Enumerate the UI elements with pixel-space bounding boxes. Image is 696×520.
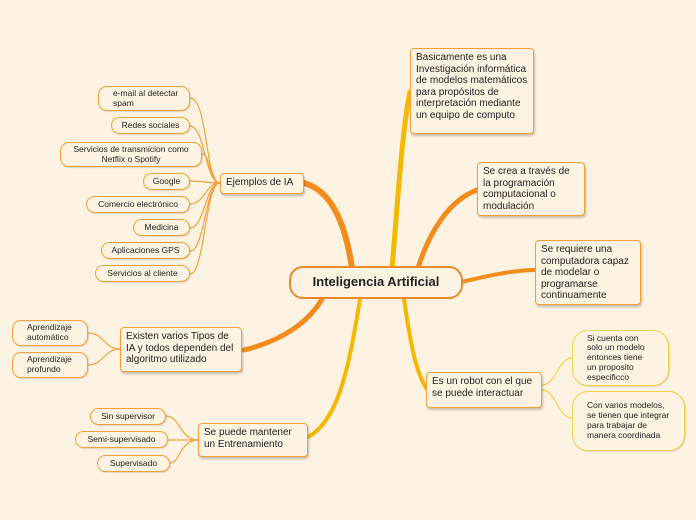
training-semi-supervised[interactable]: Semi-supervisado (75, 431, 168, 448)
robot-child-single-model[interactable]: Si cuenta con solo un modelo entonces tiene un proposito especificco (572, 330, 669, 386)
example-social-networks[interactable]: Redes sociales (111, 117, 190, 134)
example-google[interactable]: Google (143, 173, 190, 190)
branch-robot (404, 299, 426, 388)
branch-examples (304, 183, 352, 268)
example-ecommerce[interactable]: Comercio electrónico (86, 196, 190, 213)
example-streaming[interactable]: Servicios de transmicion como Netflix o Spotify (60, 142, 202, 167)
node-types[interactable]: Existen varios Tipos de IA y todos dependen del algoritmo utilizado (120, 327, 242, 372)
type-machine-learning[interactable]: Aprendizaje automático (12, 320, 88, 346)
node-requirement[interactable]: Se requiere una computadora capaz de modelar o programarse continuamente (535, 240, 641, 305)
branch-types (244, 299, 322, 350)
central-topic[interactable]: Inteligencia Artificial (289, 266, 463, 299)
example-medicine[interactable]: Medicina (133, 219, 190, 236)
type-deep-learning[interactable]: Aprendizaje profundo (12, 352, 88, 378)
example-gps-apps[interactable]: Aplicaciones GPS (101, 242, 190, 259)
branch-definition (392, 92, 410, 268)
node-examples[interactable]: Ejemplos de IA (220, 173, 304, 194)
branch-requirement (462, 270, 535, 282)
example-email-spam[interactable]: e-mail al detectar spam (98, 86, 190, 111)
branch-creation (418, 190, 477, 268)
example-customer-service[interactable]: Servicios al cliente (95, 265, 190, 282)
training-unsupervised[interactable]: Sin supervisor (90, 408, 166, 425)
node-creation[interactable]: Se crea a través de la programación computacional o modulación (477, 162, 585, 216)
node-training[interactable]: Se puede mantener un Entrenamiento (198, 423, 308, 457)
branch-training (308, 299, 360, 437)
robot-child-multiple-models[interactable]: Con varios modelos, se tienen que integrar para trabajar de manera coordinada (572, 391, 685, 451)
node-robot[interactable]: Es un robot con el que se puede interactuar (426, 372, 542, 408)
node-definition[interactable]: Basicamente es una Investigación informática de modelos matemáticos para propósitos de interpretación mediante un equipo de computo (410, 48, 534, 134)
training-supervised[interactable]: Supervisado (97, 455, 170, 472)
